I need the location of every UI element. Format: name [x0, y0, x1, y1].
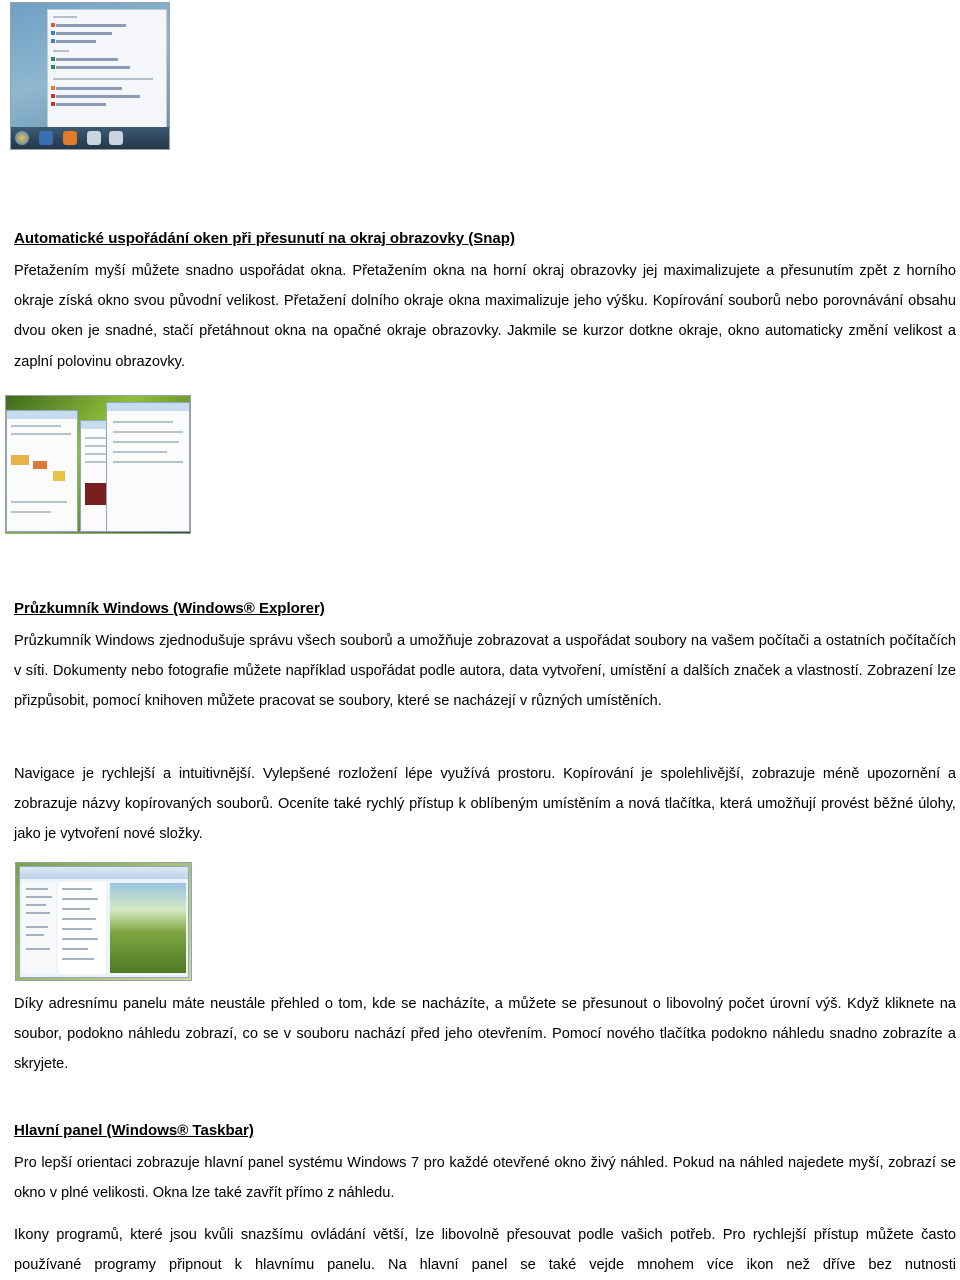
section-heading-taskbar: Hlavní panel (Windows® Taskbar): [14, 1122, 254, 1139]
jump-list-screenshot: [10, 2, 170, 150]
explorer-paragraph-1: Průzkumník Windows zjednodušuje správu všech souborů a umožňuje zobrazovat a uspořádat soubory na vašem počítači a ostatních počítačích v síti. Dokumenty nebo fotografie můžete například uspořádat podle autora, data vytvoření, umístění a dalších značek a vlastností. Zobrazení lze přizpůsobit, pomocí knihoven můžete pracovat se soubory, které se nacházejí v různých umístěních.: [14, 633, 956, 710]
explorer-paragraph-3: Díky adresnímu panelu máte neustále přehled o tom, kde se nacházíte, a můžete se přesunout o libovolný počet úrovní výš. Když kliknete na soubor, podokno náhledu zobrazí, co se v souboru nachází před jeho otevřením. Pomocí nového tlačítka podokno náhledu snadno zobrazíte a skryjete.: [14, 996, 956, 1073]
taskbar-paragraph-2: Ikony programů, které jsou kvůli snazšímu ovládání větší, lze libovolně přesouvat podle vašich potřeb. Pro rychlejší přístup můžete často používané programy připnout k hlavnímu panelu. Na hlavní panel se také vejde mnohem více ikon než dříve bez nutnosti: [14, 1227, 956, 1274]
explorer-paragraph-2: Navigace je rychlejší a intuitivnější. Vylepšené rozložení lépe využívá prostoru. Kopírování je spolehlivější, zobrazuje méně upozornění a zobrazuje názvy kopírovaných souborů. Oceníte také rychlý přístup k oblíbeným umístěním a nová tlačítka, která umožňují provést běžné úlohy, jako je vytvoření nové složky.: [14, 766, 956, 843]
taskbar-paragraph-1: Pro lepší orientaci zobrazuje hlavní panel systému Windows 7 pro každé otevřené okno živý náhled. Pokud na náhled najedete myší, zobrazí se okno v plné velikosti. Okna lze také zavřít přímo z náhledu.: [14, 1155, 956, 1202]
section-heading-explorer: Průzkumník Windows (Windows® Explorer): [14, 600, 325, 617]
snap-paragraph: Přetažením myší můžete snadno uspořádat okna. Přetažením okna na horní okraj obrazovky jej maximalizujete a přesunutím zpět z horního okraje získá okno svou původní velikost. Přetažení dolního okraje okna maximalizuje jeho výšku. Kopírování souborů nebo porovnávání obsahu dvou oken je snadné, stačí přetáhnout okna na opačné okraje obrazovky. Jakmile se kurzor dotkne okraje, okno automaticky změní velikost a zaplní polovinu obrazovky.: [14, 263, 956, 370]
explorer-screenshot: [15, 862, 192, 981]
section-heading-snap: Automatické uspořádání oken při přesunutí na okraj obrazovky (Snap): [14, 230, 515, 247]
snap-screenshot: [5, 395, 191, 534]
